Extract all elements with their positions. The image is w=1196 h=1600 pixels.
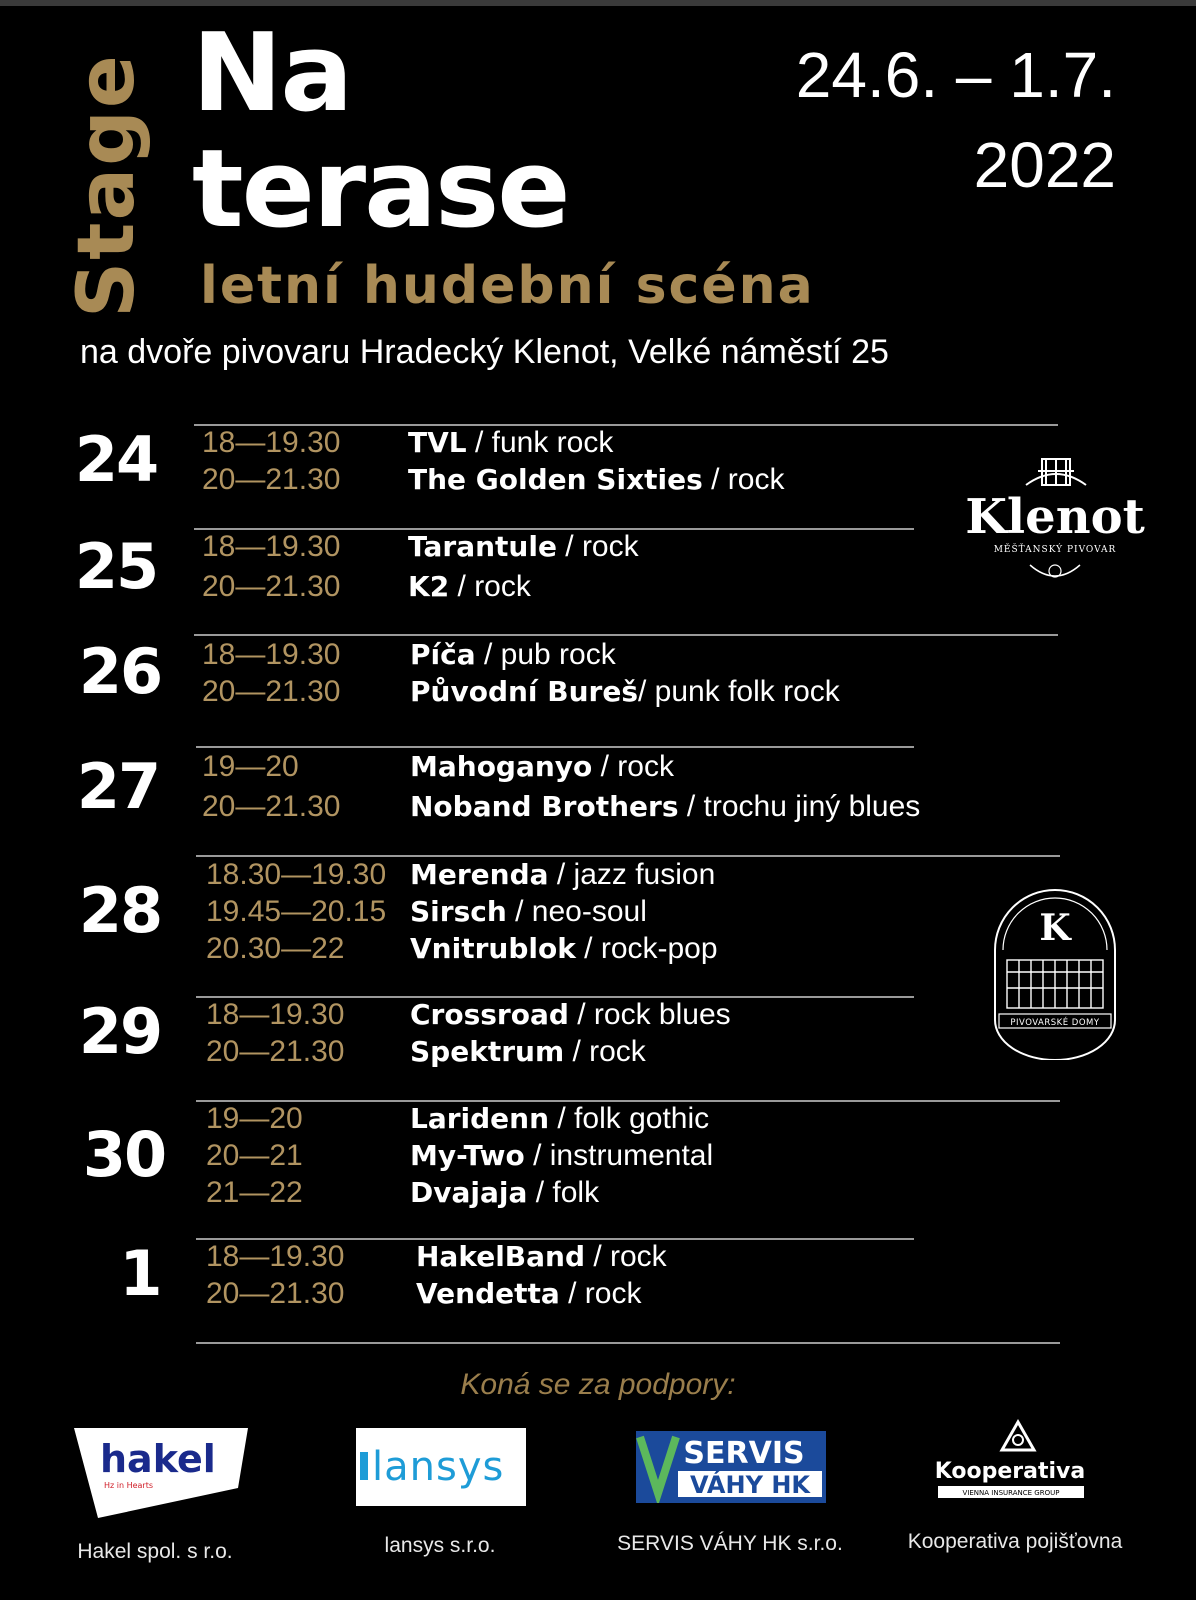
- band-genre: / rock blues: [568, 998, 731, 1031]
- lansys-logo-text: lansys: [372, 1444, 505, 1490]
- band-genre: / folk gothic: [549, 1102, 710, 1135]
- band-genre: / rock: [585, 1240, 667, 1273]
- slot-act: [410, 895, 647, 932]
- band-genre: / funk rock: [466, 426, 614, 459]
- band-name: Vendetta: [416, 1277, 560, 1310]
- divider: [194, 634, 1058, 636]
- band-name: Tarantule: [408, 530, 557, 563]
- kooperativa-logo-text: Kooperativa: [934, 1459, 1086, 1484]
- band-name: Píča: [410, 638, 476, 671]
- day-number: 1: [119, 1237, 161, 1310]
- slot-act: [410, 1102, 709, 1139]
- venue-text: na dvoře pivovaru Hradecký Klenot, Velké náměstí 25: [80, 333, 889, 371]
- lansys-logo: [356, 1428, 526, 1506]
- band-name: Laridenn: [410, 1102, 550, 1135]
- klenot-logo: [960, 455, 1150, 595]
- band-genre: / neo-soul: [506, 895, 647, 928]
- servis-logo-text: SERVIS: [683, 1436, 805, 1471]
- slot-time: 20—21.30: [202, 463, 341, 496]
- band-name: Sirsch: [410, 895, 507, 928]
- band-genre: / rock: [559, 1277, 642, 1310]
- band-genre: / rock: [592, 750, 674, 783]
- slot-act: [410, 858, 715, 895]
- slot-time: 18—19.30: [202, 638, 341, 671]
- band-name: Spektrum: [410, 1035, 565, 1068]
- slot-act: [416, 1240, 667, 1277]
- band-genre: / instrumental: [524, 1139, 714, 1172]
- band-genre: / punk folk rock: [638, 675, 840, 708]
- band-genre: / rock: [449, 570, 531, 603]
- kooperativa-caption: Kooperativa pojišťovna: [907, 1530, 1123, 1553]
- kooperativa-logo: [918, 1418, 1118, 1508]
- day-number: 28: [78, 873, 162, 947]
- slot-act: [410, 932, 718, 969]
- sponsors-heading: Koná se za podpory:: [460, 1368, 736, 1401]
- servis-vahy-logo: [636, 1431, 826, 1503]
- slot-act: [410, 675, 840, 712]
- band-genre: / folk: [527, 1176, 600, 1209]
- day-number: 30: [82, 1117, 166, 1191]
- slot-time: 19—20: [206, 1102, 303, 1135]
- band-genre: / trochu jiný blues: [678, 790, 921, 823]
- band-name: Původní Bureš: [410, 675, 639, 708]
- slot-act: [410, 1139, 713, 1176]
- band-name: HakelBand: [416, 1240, 585, 1273]
- stage-label: Stage: [62, 53, 152, 318]
- slot-time: 18—19.30: [202, 530, 341, 563]
- band-name: TVL: [408, 426, 467, 459]
- day-number: 26: [78, 635, 162, 708]
- kooperativa-logo-sub: VIENNA INSURANCE GROUP: [962, 1489, 1060, 1497]
- divider: [196, 1342, 1060, 1344]
- slot-time: 19—20: [202, 750, 299, 783]
- servis-logo-sub: VÁHY HK: [689, 1471, 811, 1499]
- dates-range: 24.6. – 1.7.: [795, 39, 1116, 111]
- band-name: K2: [408, 570, 450, 603]
- band-name: Merenda: [410, 858, 549, 891]
- slot-act: [410, 638, 616, 675]
- band-genre: / rock: [556, 530, 639, 563]
- hakel-logo-sub: Hz in Hearts: [104, 1481, 154, 1490]
- slot-act: [410, 750, 674, 787]
- day-number: 25: [74, 530, 158, 603]
- pivovarske-domy-letter: K: [1039, 907, 1071, 949]
- hakel-logo-text: hakel: [100, 1437, 216, 1481]
- title-line-1: Na: [192, 11, 352, 136]
- klenot-logo-tagline: MĚŠŤANSKÝ PIVOVAR: [993, 545, 1117, 555]
- slot-time: 19.45—20.15: [206, 895, 387, 928]
- pivovarske-domy-name: PIVOVARSKÉ DOMY: [1010, 1018, 1100, 1028]
- band-genre: / rock: [564, 1035, 646, 1068]
- slot-time: 20.30—22: [206, 932, 345, 965]
- slot-act: [410, 1035, 646, 1072]
- pivovarske-domy-logo: [985, 880, 1125, 1060]
- slot-act: [410, 790, 920, 827]
- lansys-caption: lansys s.r.o.: [384, 1534, 496, 1557]
- slot-time: 21—22: [206, 1176, 303, 1209]
- band-name: Vnitrublok: [410, 932, 576, 965]
- band-name: Noband Brothers: [410, 790, 679, 823]
- band-genre: / rock: [702, 463, 785, 496]
- top-bar: [0, 0, 1196, 6]
- band-genre: / jazz fusion: [548, 858, 716, 891]
- divider: [196, 855, 1060, 857]
- klenot-logo-name: Klenot: [965, 489, 1145, 545]
- slot-time: 20—21.30: [202, 570, 341, 603]
- slot-act: [408, 530, 639, 567]
- band-name: The Golden Sixties: [408, 463, 703, 496]
- slot-act: [410, 1176, 599, 1213]
- band-name: Mahoganyo: [410, 750, 593, 783]
- slot-time: 20—21.30: [206, 1277, 345, 1310]
- band-name: Dvajaja: [410, 1176, 528, 1209]
- day-number: 27: [76, 750, 160, 823]
- slot-act: [408, 570, 531, 607]
- dates-year: 2022: [973, 129, 1116, 201]
- subtitle: letní hudební scéna: [200, 256, 815, 316]
- slot-time: 18—19.30: [202, 426, 341, 459]
- slot-time: 20—21: [206, 1139, 303, 1172]
- slot-time: 20—21.30: [202, 790, 341, 823]
- band-name: My-Two: [410, 1139, 525, 1172]
- slot-time: 18—19.30: [206, 1240, 345, 1273]
- servis-vahy-caption: SERVIS VÁHY HK s.r.o.: [617, 1532, 843, 1555]
- slot-time: 18—19.30: [206, 998, 345, 1031]
- hakel-caption: Hakel spol. s r.o.: [77, 1540, 233, 1563]
- band-genre: / rock-pop: [575, 932, 718, 965]
- slot-time: 18.30—19.30: [206, 858, 387, 891]
- hakel-logo: [74, 1428, 248, 1518]
- divider: [196, 746, 914, 748]
- slot-act: [410, 998, 731, 1035]
- event-dates: [796, 30, 1116, 210]
- day-number: 24: [74, 423, 158, 496]
- band-name: Crossroad: [410, 998, 569, 1031]
- slot-act: [408, 463, 784, 500]
- title-line-2: terase: [192, 127, 569, 252]
- slot-time: 20—21.30: [206, 1035, 345, 1068]
- day-number: 29: [78, 995, 162, 1068]
- slot-act: [408, 426, 613, 463]
- slot-time: 20—21.30: [202, 675, 341, 708]
- slot-act: [416, 1277, 641, 1314]
- band-genre: / pub rock: [475, 638, 616, 671]
